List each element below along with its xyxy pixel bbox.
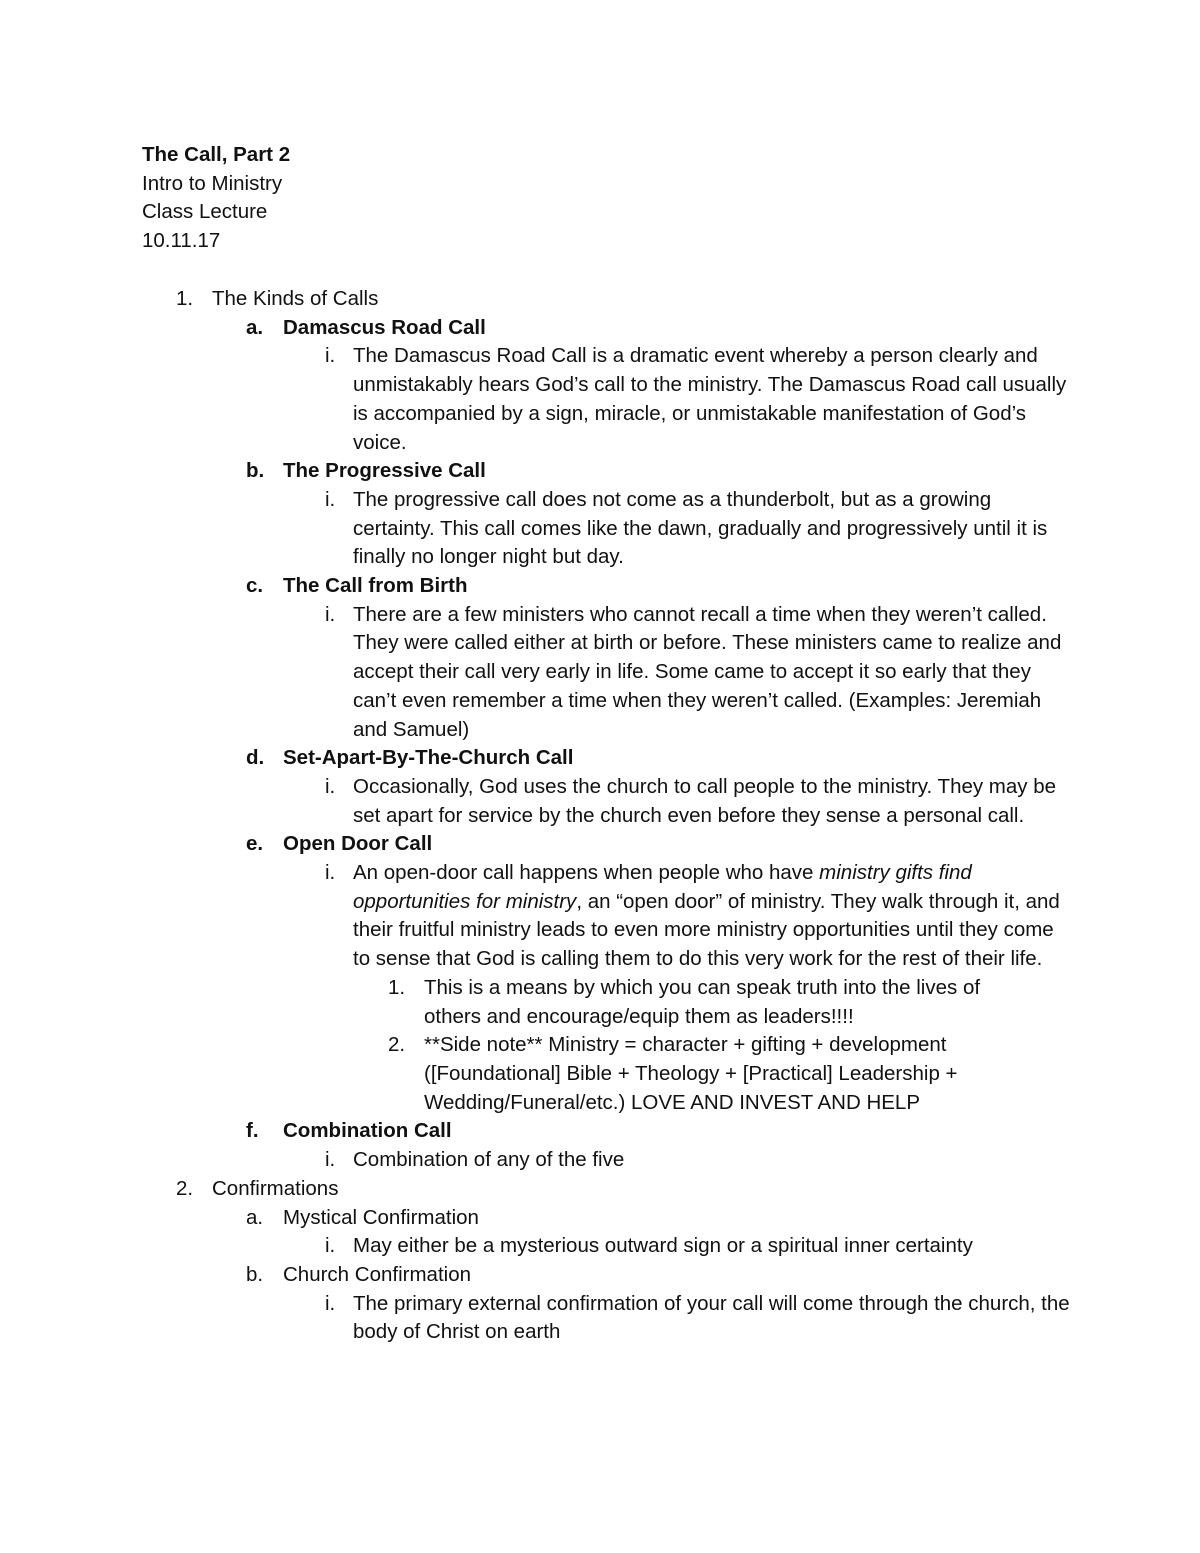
document-title: The Call, Part 2 [142,143,291,166]
list-roman: i. [325,861,336,885]
call-combination [0,1117,1200,1146]
list-number: 2. [176,1176,194,1200]
confirmation-description [0,1232,1200,1261]
section-heading: Confirmations [212,1176,339,1200]
sub-point-text: This is a means by which you can speak truth into the lives of others and encourage/equip them as leaders!!!! [424,975,981,1028]
sub-point-text: **Side note** Ministry = character + gifting + development ([Foundational] Bible + Theology + [Practical] Leadership + Wedding/Funeral/etc.) LOVE AND INVEST AND HELP [424,1033,958,1114]
confirmation-mystical [0,1204,1200,1233]
document-type: Class Lecture [142,200,268,224]
list-number: 1. [176,287,194,310]
description-text: The Damascus Road Call is a dramatic event whereby a person clearly and unmistakably hears God’s call to the ministry. The Damascus Road call usually is accompanied by a sign, miracle, or unmistakable manifestation of God’s voice. [353,344,1067,454]
call-description [0,859,1200,974]
confirmation-church [0,1261,1200,1290]
call-description [0,1146,1200,1175]
call-heading: The Call from Birth [283,574,468,598]
call-set-apart-by-church [0,744,1200,773]
list-letter: a. [246,315,264,339]
document-date: 10.11.17 [142,229,221,253]
list-letter: c. [246,574,264,598]
list-roman: i. [325,774,336,798]
section-heading: The Kinds of Calls [212,287,379,310]
sub-point [0,974,1200,1031]
call-heading: Combination Call [283,1119,452,1143]
list-roman: i. [325,602,336,626]
list-number: 2. [388,1033,406,1057]
description-text: Occasionally, God uses the church to call people to the ministry. They may be set apart for service by the church even before they sense a personal call. [353,774,1057,827]
call-heading: Damascus Road Call [283,315,486,339]
section-confirmations [0,1175,1200,1204]
call-from-birth [0,572,1200,601]
list-number: 1. [388,975,406,999]
list-roman: i. [325,1234,336,1258]
call-description [0,342,1200,457]
description-text: The primary external confirmation of your call will come through the church, the body of Christ on earth [353,1291,1070,1344]
document-header [142,141,290,256]
call-description [0,486,1200,572]
call-progressive [0,457,1200,486]
list-letter: a. [246,1205,264,1229]
list-roman: i. [325,1291,336,1315]
list-roman: i. [325,344,336,368]
list-letter: f. [246,1119,259,1143]
call-damascus-road [0,314,1200,343]
section-kinds-of-calls [0,285,1200,314]
description-text-end: , an “open door” of ministry. They walk through it, and their fruitful ministry leads to even more ministry opportunities until they come to sense that God is calling them to do this very work for the rest of their life. [353,889,1060,971]
call-heading: Set-Apart-By-The-Church Call [283,746,574,770]
lecture-outline [0,285,1200,1347]
confirmation-heading: Mystical Confirmation [283,1205,479,1229]
list-letter: e. [246,832,264,856]
call-heading: The Progressive Call [283,459,486,483]
description-text [353,859,1073,974]
call-heading: Open Door Call [283,832,433,856]
list-letter: d. [246,746,265,770]
list-letter: b. [246,459,265,483]
description-text: Combination of any of the five [353,1148,625,1172]
course-name: Intro to Ministry [142,171,283,195]
description-text-start: An open-door call happens when people who have [353,861,820,885]
confirmation-description [0,1290,1200,1347]
list-roman: i. [325,1148,336,1172]
call-description [0,773,1200,830]
list-letter: b. [246,1262,264,1286]
call-open-door [0,830,1200,859]
description-text-emphasis: ministry gifts find opportunities for ministry [353,861,972,913]
description-text: There are a few ministers who cannot recall a time when they weren’t called. They were called either at birth or before. These ministers came to realize and accept their call very early in life. Some came to accept it so early that they can’t even remember a time when they weren’t called. (Examples: Jeremiah and Samuel) [353,602,1062,741]
call-description [0,601,1200,745]
sub-point [0,1031,1200,1117]
list-roman: i. [325,487,336,511]
description-text: The progressive call does not come as a thunderbolt, but as a growing certainty. This call comes like the dawn, gradually and progressively until it is finally no longer night but day. [353,487,1048,569]
confirmation-heading: Church Confirmation [283,1262,471,1286]
description-text: May either be a mysterious outward sign or a spiritual inner certainty [353,1234,973,1258]
